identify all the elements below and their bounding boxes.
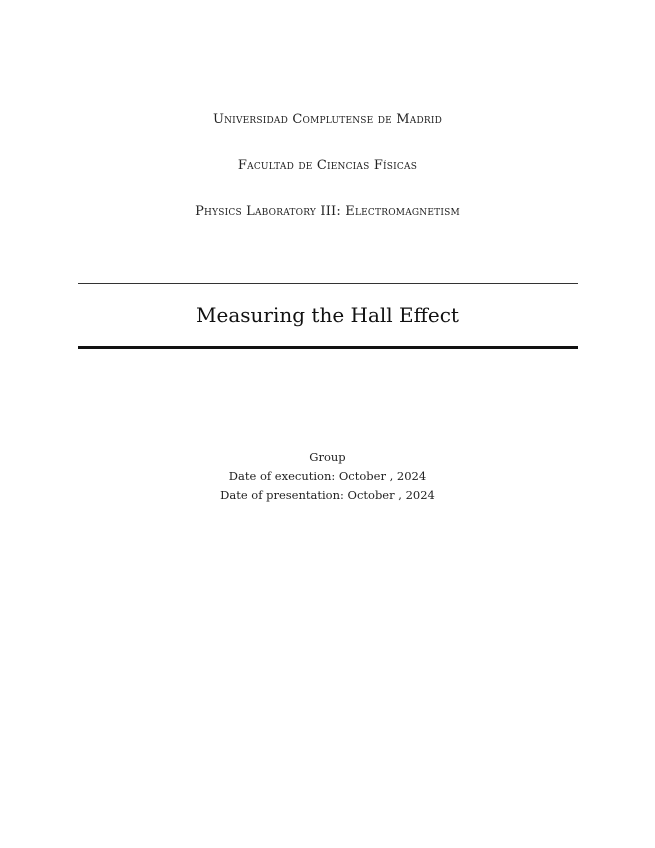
info-block: [0, 448, 655, 505]
course-name: Physics Laboratory III: Electromagnetism: [195, 204, 460, 219]
group-label: Group: [309, 450, 346, 464]
bottom-rule: [78, 346, 578, 349]
execution-date: Date of execution: October , 2024: [228, 469, 427, 483]
top-rule: [78, 283, 578, 284]
document-title: Measuring the Hall Effect: [196, 303, 459, 327]
university-name: Universidad Complutense de Madrid: [212, 112, 443, 127]
presentation-date: Date of presentation: October , 2024: [220, 488, 435, 502]
faculty-name: Facultad de Ciencias Físicas: [237, 158, 418, 173]
